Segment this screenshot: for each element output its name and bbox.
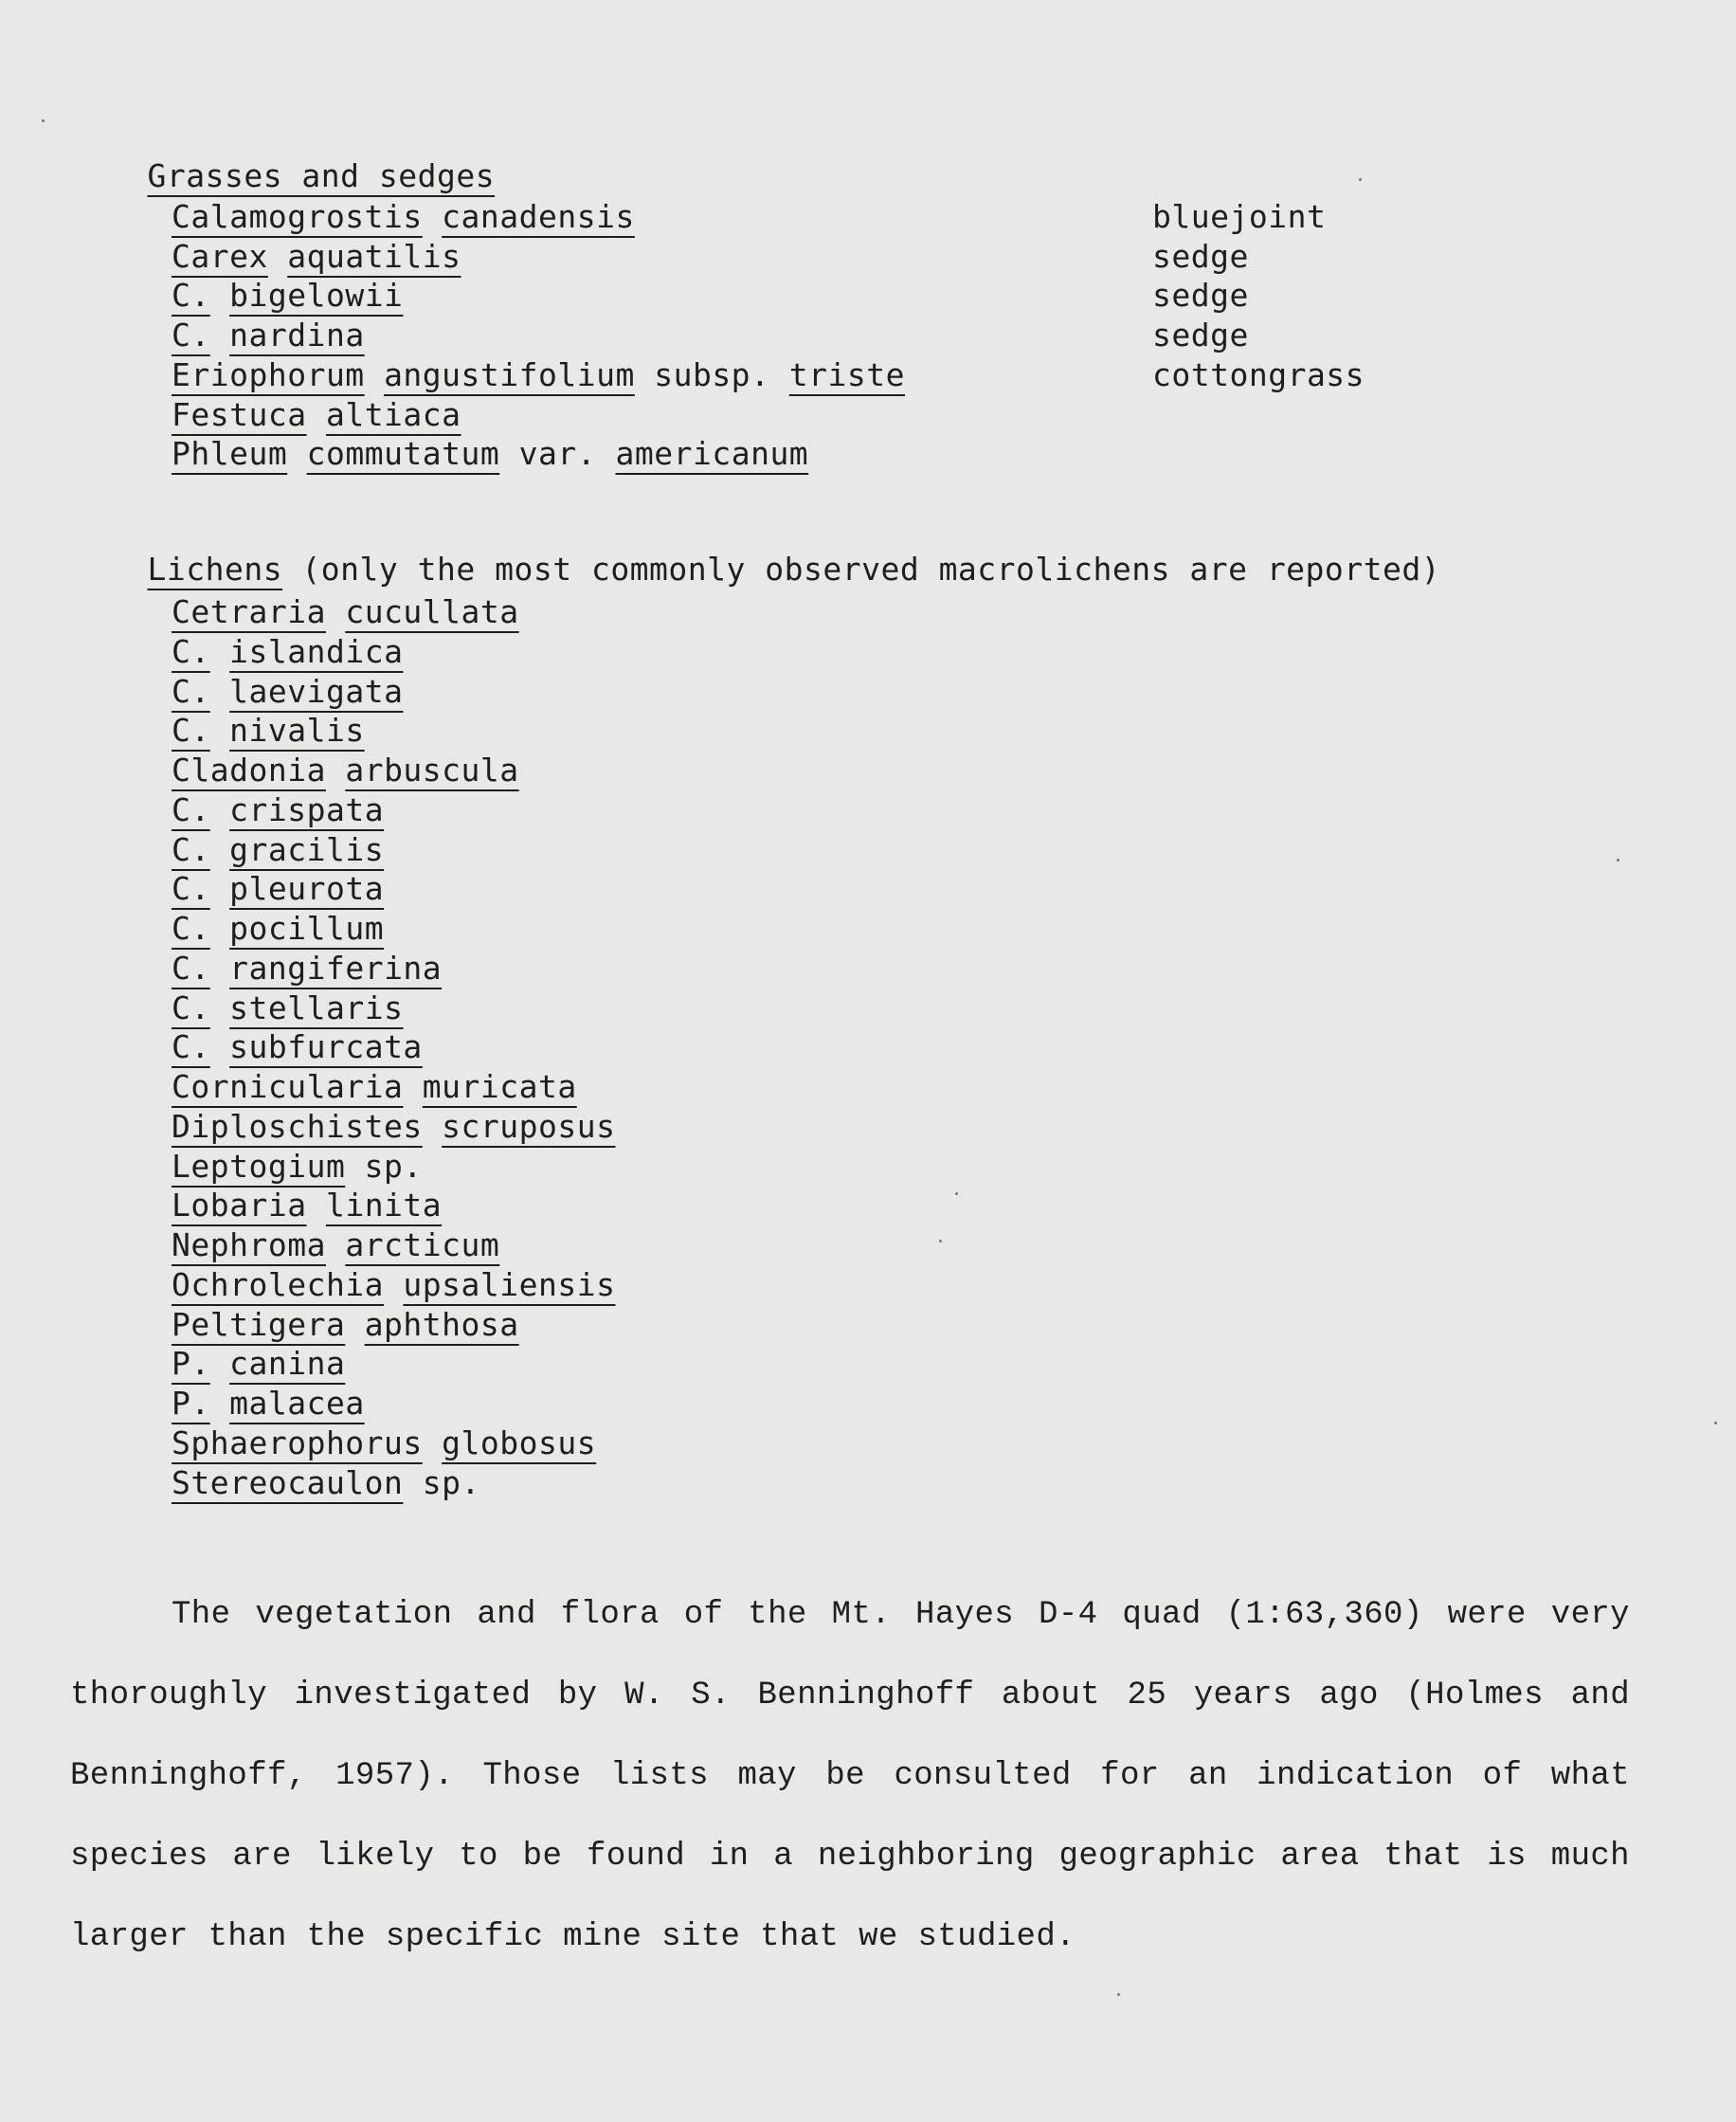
species-name-part: altiaca xyxy=(325,396,461,433)
species-name-part: C. xyxy=(172,870,210,907)
species-name-part: Phleum xyxy=(172,435,288,472)
species-name-part: scruposus xyxy=(442,1108,616,1145)
species-name-part: pleurota xyxy=(229,870,385,907)
species-name-part: bigelowii xyxy=(229,277,404,314)
grass-species-item xyxy=(172,435,808,473)
species-name-part: crispata xyxy=(229,791,385,828)
species-name-part: gracilis xyxy=(229,831,385,868)
species-name-part: Carex xyxy=(172,238,268,275)
grass-species-item xyxy=(172,277,403,315)
lichen-species-item xyxy=(172,593,519,631)
species-name-part: Lobaria xyxy=(172,1187,307,1224)
lichen-species-item xyxy=(172,1345,345,1383)
common-name: sedge xyxy=(1152,317,1249,354)
species-name-part: P. xyxy=(172,1385,210,1422)
lichen-species-item xyxy=(172,1187,442,1224)
name-connector xyxy=(210,673,229,710)
lichen-species-item xyxy=(172,989,403,1027)
name-connector: sp. xyxy=(403,1464,480,1501)
grass-species-item xyxy=(172,317,365,354)
species-name-part: Cornicularia xyxy=(172,1068,404,1105)
lichen-species-item xyxy=(172,1306,519,1344)
species-name-part: Cladonia xyxy=(172,752,326,789)
species-name-part: P. xyxy=(172,1345,210,1382)
species-name-part: nardina xyxy=(229,317,365,354)
lichen-species-item xyxy=(172,633,403,671)
scan-speck xyxy=(955,1192,958,1195)
species-name-part: Peltigera xyxy=(172,1306,346,1343)
name-connector xyxy=(210,989,229,1026)
name-connector xyxy=(210,910,229,947)
species-name-part: canina xyxy=(229,1345,346,1382)
lichen-species-item xyxy=(172,1148,423,1186)
species-name-part: aphthosa xyxy=(364,1306,519,1343)
scan-speck xyxy=(1359,178,1362,181)
lichen-species-item xyxy=(172,712,365,750)
lichen-species-item xyxy=(172,752,519,789)
name-connector: sp. xyxy=(345,1148,423,1185)
species-name-part: commutatum xyxy=(306,435,500,472)
grass-species-item xyxy=(172,356,905,394)
lichen-species-item xyxy=(172,1385,365,1423)
name-connector xyxy=(268,238,287,275)
species-name-part: Leptogium xyxy=(172,1148,346,1185)
species-name-part: Ochrolechia xyxy=(172,1266,385,1303)
lichens-heading: Lichens (only the most commonly observed macrolichens are reported) xyxy=(147,551,1441,588)
species-name-part: C. xyxy=(172,831,210,868)
species-name-part: C. xyxy=(172,1028,210,1065)
species-name-part: aquatilis xyxy=(287,238,461,275)
name-connector xyxy=(307,396,326,433)
species-name-part: Eriophorum xyxy=(172,356,365,393)
name-connector xyxy=(307,1187,326,1224)
species-name-part: cucullata xyxy=(345,593,519,630)
species-name-part: Nephroma xyxy=(172,1226,326,1263)
body-paragraph: The vegetation and flora of the Mt. Hayes D-4 quad (1:63,360) were very thoroughly investigated by W. S. Benninghoff about 25 years ago (Holmes and Benninghoff, 1957). Those lists may be consulted for an indication of what species are likely to be found in a neighboring geographic area that is much larger than the specific mine site that we studied. xyxy=(70,1597,1630,1955)
species-name-part: Calamogrostis xyxy=(172,198,423,235)
species-name-part: C. xyxy=(172,277,210,314)
grass-species-item xyxy=(172,198,635,236)
name-connector xyxy=(210,712,229,749)
lichen-species-item xyxy=(172,1068,577,1106)
species-name-part: Sphaerophorus xyxy=(172,1424,423,1461)
name-connector: var. xyxy=(499,435,616,472)
species-name-part: C. xyxy=(172,950,210,987)
lichen-species-item xyxy=(172,831,384,869)
species-name-part: subfurcata xyxy=(229,1028,423,1065)
lichen-species-item xyxy=(172,673,403,711)
name-connector xyxy=(210,1028,229,1065)
name-connector xyxy=(326,752,345,789)
species-name-part: C. xyxy=(172,633,210,670)
name-connector xyxy=(423,1108,442,1145)
scan-speck xyxy=(939,1240,942,1242)
lichen-species-item xyxy=(172,950,442,988)
species-name-part: nivalis xyxy=(229,712,365,749)
species-name-part: canadensis xyxy=(442,198,635,235)
species-name-part: angustifolium xyxy=(384,356,635,393)
name-connector xyxy=(384,1266,403,1303)
species-name-part: arbuscula xyxy=(345,752,519,789)
grass-species-item xyxy=(172,238,461,276)
species-name-part: arcticum xyxy=(345,1226,500,1263)
lichen-species-item xyxy=(172,1266,615,1304)
species-name-part: Festuca xyxy=(172,396,307,433)
common-name: sedge xyxy=(1152,238,1249,275)
lichen-species-item xyxy=(172,1028,423,1066)
name-connector xyxy=(210,1385,229,1422)
name-connector xyxy=(326,1226,345,1263)
lichen-species-item xyxy=(172,1226,499,1264)
grass-species-item xyxy=(172,396,461,434)
species-name-part: linita xyxy=(325,1187,443,1224)
name-connector xyxy=(287,435,306,472)
species-name-part: muricata xyxy=(422,1068,577,1105)
name-connector xyxy=(210,870,229,907)
species-name-part: triste xyxy=(788,356,906,393)
name-connector: subsp. xyxy=(634,356,789,393)
name-connector xyxy=(210,1345,229,1382)
name-connector xyxy=(210,950,229,987)
species-name-part: C. xyxy=(172,989,210,1026)
name-connector xyxy=(423,198,442,235)
name-connector xyxy=(210,791,229,828)
common-name: cottongrass xyxy=(1152,356,1365,393)
lichen-species-item xyxy=(172,870,384,908)
species-name-part: globosus xyxy=(442,1424,597,1461)
name-connector xyxy=(210,317,229,354)
lichen-species-item xyxy=(172,1108,615,1146)
lichen-species-item xyxy=(172,910,384,948)
lichen-species-item xyxy=(172,1424,596,1462)
name-connector xyxy=(345,1306,364,1343)
scan-speck xyxy=(42,119,45,122)
species-name-part: C. xyxy=(172,712,210,749)
lichen-species-item xyxy=(172,791,384,829)
common-name: sedge xyxy=(1152,277,1249,314)
scan-speck xyxy=(1617,859,1619,861)
species-name-part: americanum xyxy=(615,435,809,472)
common-name: bluejoint xyxy=(1152,198,1327,235)
species-name-part: C. xyxy=(172,317,210,354)
name-connector xyxy=(210,831,229,868)
species-name-part: C. xyxy=(172,673,210,710)
species-name-part: laevigata xyxy=(229,673,404,710)
lichen-species-item xyxy=(172,1464,480,1502)
species-name-part: pocillum xyxy=(229,910,385,947)
scan-speck xyxy=(1117,1993,1120,1996)
species-name-part: rangiferina xyxy=(229,950,443,987)
species-name-part: Cetraria xyxy=(172,593,326,630)
grasses-heading: Grasses and sedges xyxy=(147,157,496,194)
name-connector xyxy=(365,356,384,393)
species-name-part: stellaris xyxy=(229,989,404,1026)
name-connector xyxy=(403,1068,422,1105)
scan-speck xyxy=(1714,1422,1717,1424)
name-connector xyxy=(326,593,345,630)
species-name-part: Diploschistes xyxy=(172,1108,423,1145)
name-connector xyxy=(210,277,229,314)
species-name-part: upsaliensis xyxy=(403,1266,616,1303)
name-connector xyxy=(210,633,229,670)
species-name-part: malacea xyxy=(229,1385,365,1422)
name-connector xyxy=(423,1424,442,1461)
species-name-part: C. xyxy=(172,910,210,947)
species-name-part: C. xyxy=(172,791,210,828)
species-name-part: islandica xyxy=(229,633,404,670)
species-name-part: Stereocaulon xyxy=(172,1464,404,1501)
